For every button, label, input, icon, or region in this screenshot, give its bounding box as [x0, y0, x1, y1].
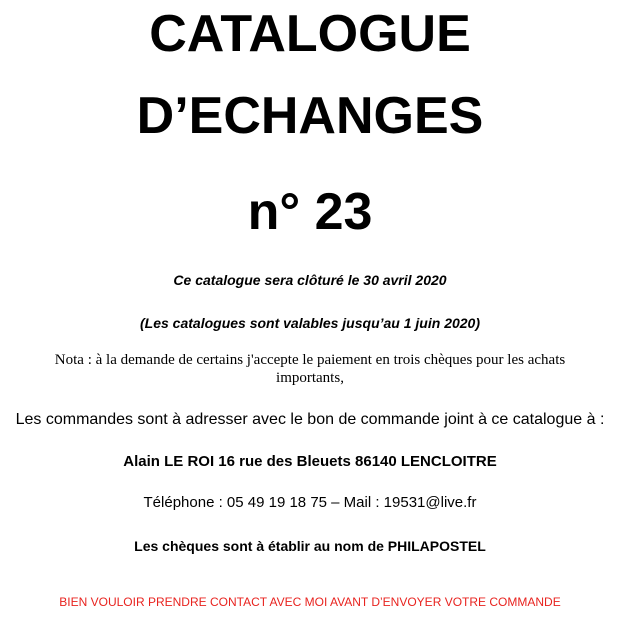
catalogue-number: n° 23	[247, 183, 373, 241]
contact-info: Téléphone : 05 49 19 18 75 – Mail : 19531@live.fr	[143, 494, 477, 511]
catalogue-title-line2: D’ECHANGES	[136, 87, 484, 145]
validity-notice: (Les catalogues sont valables jusqu’au 1 juin 2020)	[140, 315, 480, 331]
orders-instruction: Les commandes sont à adresser avec le bon de commande joint à ce catalogue à :	[15, 411, 605, 428]
catalogue-title-line1: CATALOGUE	[149, 5, 471, 63]
closing-date-notice: Ce catalogue sera clôturé le 30 avril 2020	[173, 272, 447, 288]
postal-address: Alain LE ROI 16 rue des Bleuets 86140 LENCLOITRE	[123, 453, 497, 470]
payment-nota: Nota : à la demande de certains j'accepte le paiement en trois chèques pour les achats importants,	[54, 352, 566, 386]
cheque-payee: Les chèques sont à établir au nom de PHILAPOSTEL	[134, 538, 486, 554]
contact-warning: BIEN VOULOIR PRENDRE CONTACT AVEC MOI AVANT D’ENVOYER VOTRE COMMANDE	[59, 595, 561, 609]
